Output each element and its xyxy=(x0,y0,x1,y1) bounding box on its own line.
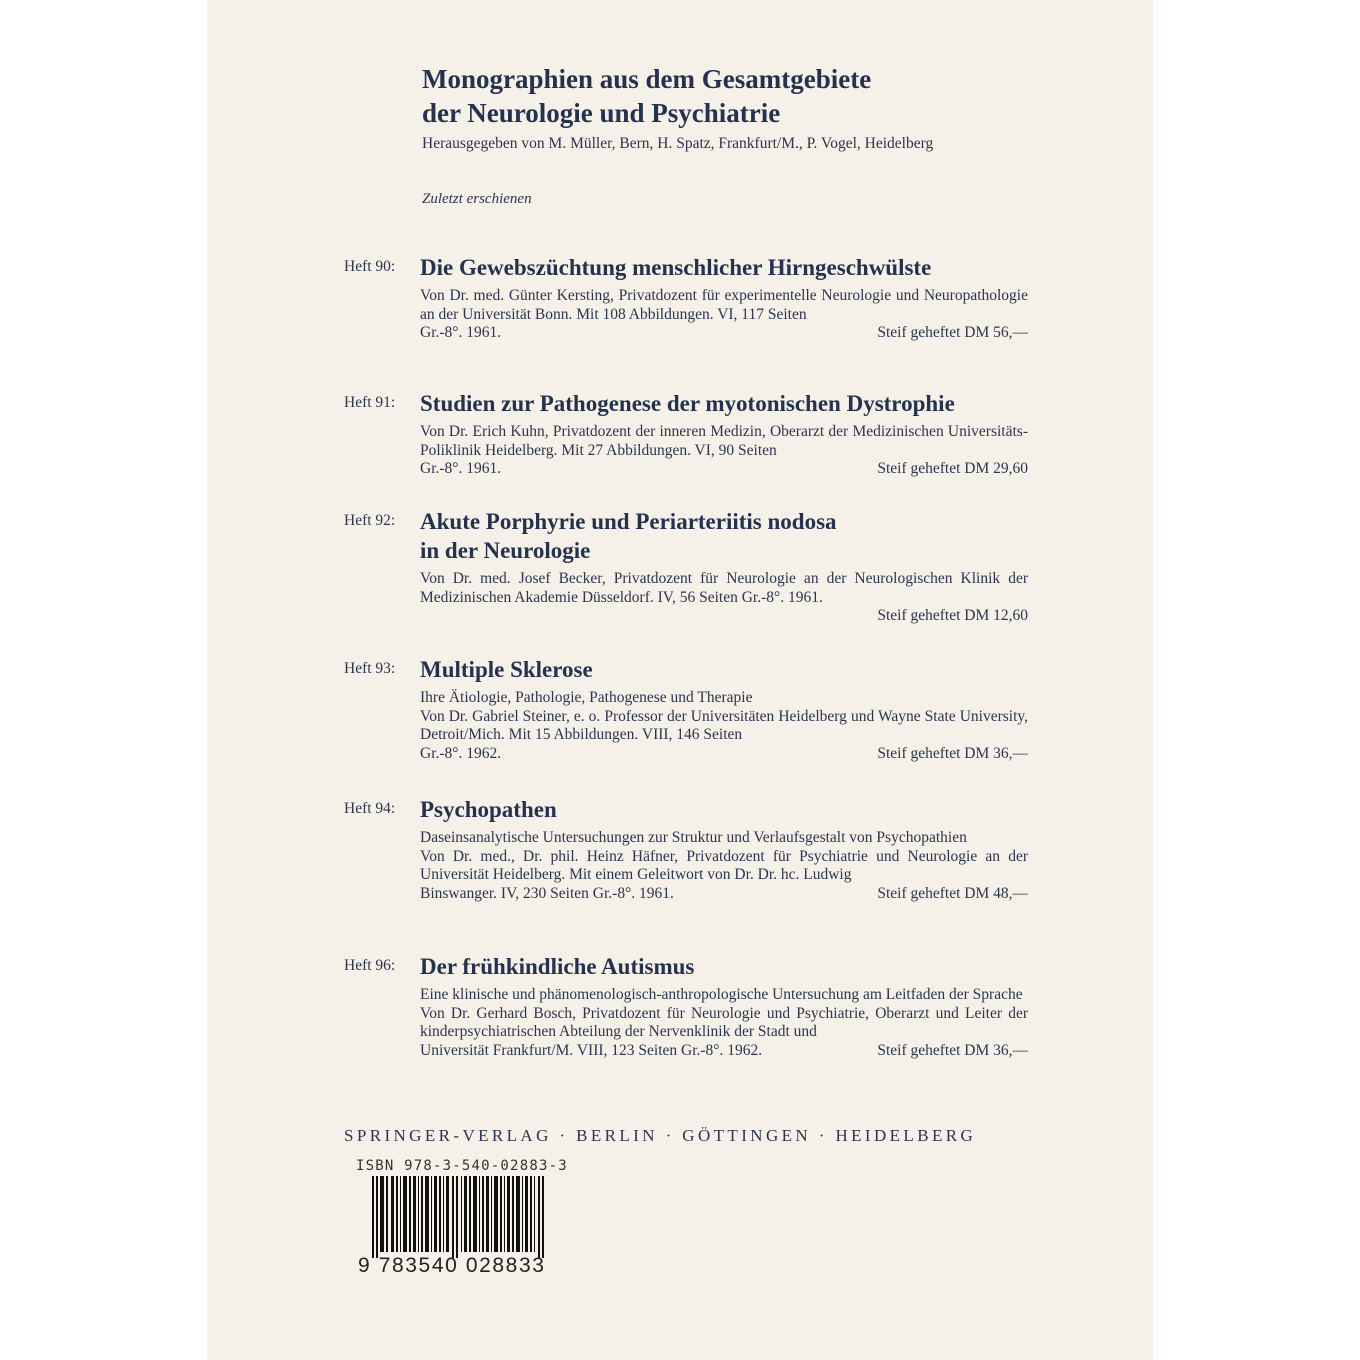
series-title-line-2: der Neurologie und Psychiatrie xyxy=(422,98,781,128)
entry-author-text: Von Dr. Erich Kuhn, Privatdozent der inneren Medizin, Oberarzt der Medizinischen Universitäts-Poliklinik Heidelberg. Mit 27 Abbildungen. VI, 90 Seiten xyxy=(420,423,1028,459)
entry-price: Steif geheftet DM 12,60 xyxy=(877,607,1028,625)
entry-title: Psychopathen xyxy=(420,797,557,822)
heft-number: Heft 96: xyxy=(344,957,396,974)
entry-format: Gr.-8°. 1961. xyxy=(420,460,502,478)
monograph-entry-92 xyxy=(344,507,1028,626)
monograph-entry-90 xyxy=(344,253,1028,343)
entry-price: Steif geheftet DM 56,— xyxy=(877,324,1028,342)
heft-number: Heft 93: xyxy=(344,660,396,677)
editors-line: Herausgegeben von M. Müller, Bern, H. Spatz, Frankfurt/M., P. Vogel, Heidelberg xyxy=(422,135,934,152)
entry-format: Universität Frankfurt/M. VIII, 123 Seiten Gr.-8°. 1962. xyxy=(420,1041,763,1059)
monograph-entry-93 xyxy=(344,655,1028,763)
entry-title: Die Gewebszüchtung menschlicher Hirngeschwülste xyxy=(420,255,932,280)
recent-label: Zuletzt erschienen xyxy=(422,191,532,207)
entry-author-text: Von Dr. med. Josef Becker, Privatdozent für Neurologie an der Neurologischen Klinik der Medizinischen Akademie Düsseldorf. IV, 56 Seiten Gr.-8°. 1961. xyxy=(420,570,1028,606)
barcode-digits: 9 783540 028833 xyxy=(358,1254,546,1277)
entry-subtitle: Ihre Ätiologie, Pathologie, Pathogenese und Therapie xyxy=(420,689,753,706)
barcode-image xyxy=(372,1176,548,1258)
entry-price: Steif geheftet DM 36,— xyxy=(877,1041,1028,1059)
publisher-line: SPRINGER-VERLAG · BERLIN · GÖTTINGEN · HEIDELBERG xyxy=(344,1126,977,1145)
heft-number: Heft 91: xyxy=(344,394,396,411)
monograph-entry-91 xyxy=(344,389,1028,479)
entry-format: Gr.-8°. 1962. xyxy=(420,744,502,762)
entry-subtitle: Daseinsanalytische Untersuchungen zur Struktur und Verlaufsgestalt von Psychopathien xyxy=(420,829,967,846)
entry-subtitle: Eine klinische und phänomenologisch-anthropologische Untersuchung am Leitfaden der Sprache xyxy=(420,986,1023,1003)
entry-title: Multiple Sklerose xyxy=(420,657,593,682)
entry-title-line-1: Akute Porphyrie und Periarteriitis nodosa xyxy=(420,509,837,534)
entry-format: Binswanger. IV, 230 Seiten Gr.-8°. 1961. xyxy=(420,884,674,902)
entry-price: Steif geheftet DM 29,60 xyxy=(877,460,1028,478)
entry-author-text: Von Dr. med. Günter Kersting, Privatdozent für experimentelle Neurologie und Neuropathologie an der Universität Bonn. Mit 108 Abbildungen. VI, 117 Seiten xyxy=(420,287,1028,323)
entry-format: Gr.-8°. 1961. xyxy=(420,324,502,342)
entry-title-line-2: in der Neurologie xyxy=(420,538,591,563)
entry-author-text: Von Dr. med., Dr. phil. Heinz Häfner, Privatdozent für Psychiatrie und Neurologie an der Universität Heidelberg. Mit einem Geleitwort von Dr. Dr. hc. Ludwig xyxy=(420,847,1028,884)
monograph-entry-94 xyxy=(344,795,1028,903)
heft-number: Heft 94: xyxy=(344,800,396,817)
heft-number: Heft 90: xyxy=(344,258,396,275)
heft-number: Heft 92: xyxy=(344,512,396,529)
monograph-entry-96 xyxy=(344,952,1028,1060)
entry-title: Der frühkindliche Autismus xyxy=(420,954,695,979)
entry-author-text: Von Dr. Gerhard Bosch, Privatdozent für Neurologie und Psychiatrie, Oberarzt und Leiter der kinderpsychiatrischen Abteilung der Nervenklinik der Stadt und xyxy=(420,1004,1028,1041)
series-title-line-1: Monographien aus dem Gesamtgebiete xyxy=(422,64,872,94)
entry-title: Studien zur Pathogenese der myotonischen Dystrophie xyxy=(420,391,955,416)
entry-author-text: Von Dr. Gabriel Steiner, e. o. Professor der Universitäten Heidelberg und Wayne State University, Detroit/Mich. Mit 15 Abbildungen. VIII, 146 Seiten xyxy=(420,707,1028,744)
entry-price: Steif geheftet DM 48,— xyxy=(877,884,1028,902)
entry-price: Steif geheftet DM 36,— xyxy=(877,744,1028,762)
isbn-label: ISBN 978-3-540-02883-3 xyxy=(356,1158,568,1174)
series-header xyxy=(422,62,1042,155)
